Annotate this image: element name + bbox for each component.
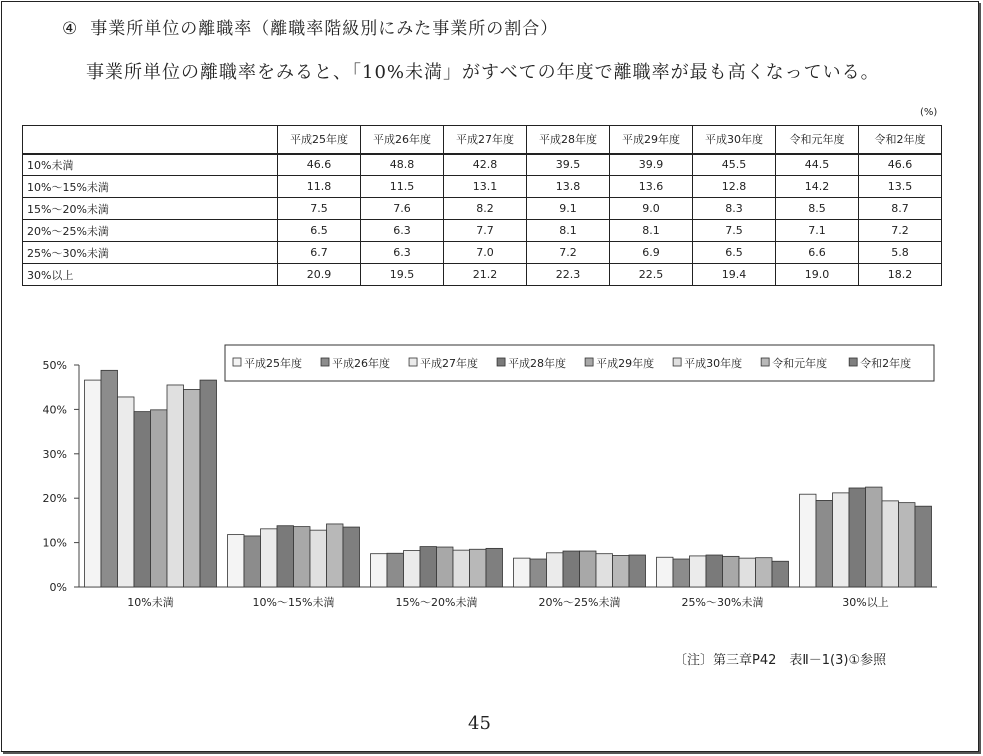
table-row bbox=[23, 242, 942, 264]
table-row bbox=[23, 264, 942, 286]
bar bbox=[547, 553, 564, 587]
table-cell: 46.6 bbox=[859, 154, 942, 176]
y-tick-label: 10% bbox=[42, 536, 67, 550]
bar bbox=[723, 556, 740, 587]
table-cell: 22.5 bbox=[610, 264, 693, 286]
bar bbox=[514, 558, 531, 587]
bar bbox=[470, 549, 487, 587]
row-label: 10%未満 bbox=[23, 154, 278, 176]
bar bbox=[690, 556, 707, 587]
table-cell: 22.3 bbox=[527, 264, 610, 286]
bar bbox=[833, 493, 850, 587]
table-body bbox=[23, 154, 942, 286]
bar bbox=[167, 385, 184, 587]
table-cell: 7.5 bbox=[693, 220, 776, 242]
bar bbox=[343, 527, 360, 587]
bar bbox=[882, 501, 899, 587]
table-row bbox=[23, 198, 942, 220]
y-tick-label: 20% bbox=[42, 492, 67, 506]
table-cell: 19.0 bbox=[776, 264, 859, 286]
bar bbox=[118, 397, 135, 587]
table-cell: 45.5 bbox=[693, 154, 776, 176]
bar bbox=[899, 503, 916, 587]
bar bbox=[629, 555, 646, 587]
y-tick-label: 0% bbox=[49, 581, 67, 594]
section-number: ④ bbox=[62, 19, 79, 39]
x-tick-label: 25%～30%未満 bbox=[681, 596, 764, 609]
x-tick-label: 10%未満 bbox=[127, 596, 174, 609]
row-label: 20%～25%未満 bbox=[23, 220, 278, 242]
table-cell: 6.5 bbox=[278, 220, 361, 242]
table-cell: 8.5 bbox=[776, 198, 859, 220]
bar bbox=[915, 506, 932, 587]
bar bbox=[866, 487, 883, 587]
y-tick-label: 30% bbox=[42, 447, 67, 461]
bar bbox=[580, 551, 597, 587]
table-cell: 6.7 bbox=[278, 242, 361, 264]
bar bbox=[200, 380, 217, 587]
table-cell: 18.2 bbox=[859, 264, 942, 286]
legend-swatch bbox=[409, 358, 417, 366]
bar bbox=[563, 551, 580, 587]
legend-swatch bbox=[497, 358, 505, 366]
bar bbox=[657, 557, 674, 587]
table-header-row bbox=[23, 126, 942, 154]
bar bbox=[101, 370, 118, 587]
legend-label: 令和元年度 bbox=[772, 357, 828, 370]
table-cell: 7.2 bbox=[527, 242, 610, 264]
table-cell: 7.6 bbox=[361, 198, 444, 220]
bar bbox=[739, 558, 756, 587]
bar bbox=[420, 547, 437, 587]
table-unit: (%) bbox=[920, 107, 938, 118]
bar bbox=[184, 389, 201, 587]
table-cell: 19.5 bbox=[361, 264, 444, 286]
table-cell: 13.6 bbox=[610, 176, 693, 198]
table-cell: 20.9 bbox=[278, 264, 361, 286]
table-cell: 39.9 bbox=[610, 154, 693, 176]
bar bbox=[596, 554, 613, 587]
table-cell: 11.8 bbox=[278, 176, 361, 198]
table-cell: 7.2 bbox=[859, 220, 942, 242]
intro-text: 事業所単位の離職率をみると、「10%未満」がすべての年度で離職率が最も高くなっている。 bbox=[86, 62, 880, 83]
table-cell: 7.1 bbox=[776, 220, 859, 242]
y-tick-label: 50% bbox=[42, 359, 67, 372]
table-cell: 8.3 bbox=[693, 198, 776, 220]
bar bbox=[310, 530, 327, 587]
bar bbox=[800, 494, 817, 587]
table-cell: 12.8 bbox=[693, 176, 776, 198]
bar bbox=[371, 554, 388, 587]
footnote: 〔注〕第三章P42 表Ⅱ－1(3)①参照 bbox=[674, 653, 887, 668]
bar bbox=[134, 412, 151, 587]
table-cell: 8.7 bbox=[859, 198, 942, 220]
table-cell: 9.1 bbox=[527, 198, 610, 220]
table-cell: 5.8 bbox=[859, 242, 942, 264]
legend-swatch bbox=[321, 358, 329, 366]
legend-swatch bbox=[233, 358, 241, 366]
table-cell: 48.8 bbox=[361, 154, 444, 176]
legend-swatch bbox=[761, 358, 769, 366]
section-title: 事業所単位の離職率（離職率階級別にみた事業所の割合） bbox=[90, 19, 559, 39]
bar bbox=[673, 559, 690, 587]
column-header: 平成26年度 bbox=[361, 126, 444, 154]
table-cell: 6.3 bbox=[361, 242, 444, 264]
bar bbox=[756, 558, 773, 587]
row-label: 10%～15%未満 bbox=[23, 176, 278, 198]
table-cell: 46.6 bbox=[278, 154, 361, 176]
data-table bbox=[22, 125, 942, 286]
bar bbox=[816, 500, 833, 587]
table-corner-cell bbox=[23, 126, 278, 154]
legend-label: 平成28年度 bbox=[508, 357, 567, 370]
row-label: 25%～30%未満 bbox=[23, 242, 278, 264]
bar bbox=[849, 488, 866, 587]
legend-label: 平成29年度 bbox=[596, 357, 655, 370]
bar bbox=[228, 535, 245, 587]
bar bbox=[437, 547, 454, 587]
table-cell: 6.5 bbox=[693, 242, 776, 264]
table-row bbox=[23, 220, 942, 242]
row-label: 15%～20%未満 bbox=[23, 198, 278, 220]
legend-swatch bbox=[849, 358, 857, 366]
bar bbox=[294, 527, 311, 587]
table-cell: 21.2 bbox=[444, 264, 527, 286]
bar bbox=[261, 529, 278, 587]
legend-label: 平成26年度 bbox=[332, 357, 391, 370]
legend-label: 平成25年度 bbox=[244, 357, 302, 370]
table-cell: 7.5 bbox=[278, 198, 361, 220]
table-cell: 7.0 bbox=[444, 242, 527, 264]
bar bbox=[530, 559, 547, 587]
bar bbox=[387, 553, 404, 587]
legend-label: 令和2年度 bbox=[860, 357, 912, 370]
section-heading bbox=[62, 14, 558, 39]
column-header: 平成28年度 bbox=[527, 126, 610, 154]
column-header: 令和2年度 bbox=[859, 126, 942, 154]
bar bbox=[772, 561, 789, 587]
table-cell: 11.5 bbox=[361, 176, 444, 198]
table-cell: 6.6 bbox=[776, 242, 859, 264]
table-cell: 44.5 bbox=[776, 154, 859, 176]
x-tick-label: 20%～25%未満 bbox=[538, 596, 621, 609]
table-cell: 7.7 bbox=[444, 220, 527, 242]
table-cell: 6.9 bbox=[610, 242, 693, 264]
table-cell: 19.4 bbox=[693, 264, 776, 286]
x-tick-label: 30%以上 bbox=[842, 596, 889, 609]
bar-chart bbox=[22, 335, 942, 625]
bar bbox=[244, 536, 261, 587]
column-header: 平成30年度 bbox=[693, 126, 776, 154]
bar bbox=[453, 550, 470, 587]
table-cell: 13.8 bbox=[527, 176, 610, 198]
table-cell: 8.1 bbox=[610, 220, 693, 242]
column-header: 平成27年度 bbox=[444, 126, 527, 154]
column-header: 令和元年度 bbox=[776, 126, 859, 154]
page-number: 45 bbox=[468, 713, 491, 734]
bar bbox=[277, 526, 294, 587]
x-tick-label: 10%～15%未満 bbox=[252, 596, 335, 609]
bar bbox=[486, 548, 503, 587]
bar bbox=[85, 380, 102, 587]
bar bbox=[327, 524, 344, 587]
legend-label: 平成30年度 bbox=[684, 357, 743, 370]
legend-swatch bbox=[673, 358, 681, 366]
table-cell: 13.5 bbox=[859, 176, 942, 198]
table-cell: 6.3 bbox=[361, 220, 444, 242]
table-row bbox=[23, 154, 942, 176]
bar bbox=[151, 410, 168, 587]
bar bbox=[706, 555, 723, 587]
column-header: 平成29年度 bbox=[610, 126, 693, 154]
table-cell: 13.1 bbox=[444, 176, 527, 198]
bar bbox=[404, 551, 421, 587]
table-cell: 42.8 bbox=[444, 154, 527, 176]
legend-swatch bbox=[585, 358, 593, 366]
table-cell: 39.5 bbox=[527, 154, 610, 176]
x-tick-label: 15%～20%未満 bbox=[395, 596, 478, 609]
table-cell: 8.1 bbox=[527, 220, 610, 242]
y-tick-label: 40% bbox=[42, 403, 67, 417]
table-row bbox=[23, 176, 942, 198]
table-cell: 9.0 bbox=[610, 198, 693, 220]
column-header: 平成25年度 bbox=[278, 126, 361, 154]
bar bbox=[613, 555, 630, 587]
legend-label: 平成27年度 bbox=[420, 357, 479, 370]
table-cell: 14.2 bbox=[776, 176, 859, 198]
row-label: 30%以上 bbox=[23, 264, 278, 286]
table-cell: 8.2 bbox=[444, 198, 527, 220]
